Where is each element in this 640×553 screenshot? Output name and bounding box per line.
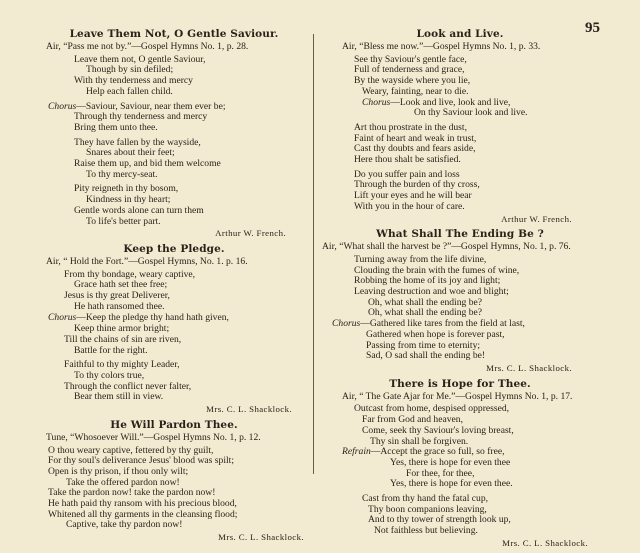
hymn-what-shall-the-ending-be	[322, 228, 598, 373]
verse-line: Through thy tenderness and mercy	[74, 111, 208, 123]
chorus	[40, 102, 308, 134]
stanza	[322, 123, 598, 166]
verse-line: Oh, what shall the ending be?	[368, 296, 483, 308]
hymn-author: Mrs. C. L. Shacklock.	[206, 404, 292, 415]
verse-line: Leave them not, O gentle Saviour,	[74, 53, 206, 65]
verse-line: O thou weary captive, fettered by thy guilt,	[48, 444, 214, 456]
verse-line: Till the chains of sin are riven,	[64, 333, 182, 345]
verse-line: Jesus is thy great Deliverer,	[64, 290, 170, 302]
stanza	[40, 270, 308, 313]
chorus-text: —Accept the grace so full, so free,	[370, 446, 505, 458]
chorus-text: —Look and live, look and live,	[390, 96, 511, 108]
hymn-air: Tune, “Whosoever Will.”—Gospel Hymns No. 1, p. 12.	[46, 431, 261, 443]
verse-line: Pity reigneth in thy bosom,	[74, 183, 179, 195]
hymn-author: Arthur W. French.	[215, 228, 286, 239]
verse-line: And to thy tower of strength look up,	[368, 514, 511, 526]
stanza	[322, 255, 598, 319]
verse-line: Kindness in thy heart;	[86, 194, 171, 206]
verse-line: Open is thy prison, if thou only wilt;	[48, 465, 189, 477]
stanza	[40, 138, 308, 181]
verse-line: Full of tenderness and grace,	[354, 64, 465, 76]
verse-line: Gathered when hope is forever past,	[366, 328, 505, 340]
verse-line: Take the pardon now! take the pardon now!	[48, 487, 216, 499]
verse-line: For thy soul's deliverance Jesus' blood was spilt;	[48, 455, 234, 467]
verse-line: Leaving destruction and woe and blight;	[354, 286, 509, 298]
verse-line: Weary, fainting, near to die.	[362, 85, 469, 97]
verse-line: For thee, for thee,	[406, 467, 475, 479]
verse-line: Lift your eyes and he will bear	[354, 190, 472, 202]
chorus-text: —Gathered like tares from the field at last,	[360, 318, 525, 330]
stanza	[40, 184, 308, 227]
stanza	[40, 446, 308, 532]
chorus-label: Refrain	[342, 446, 371, 458]
stanza	[40, 55, 308, 98]
hymn-keep-the-pledge	[40, 243, 308, 415]
hymn-air: Air, “Bless me now.”—Gospel Hymns No. 1, p. 33.	[342, 41, 541, 52]
verse-line: Captive, take thy pardon now!	[66, 519, 183, 531]
hymn-air: Air, “ Hold the Fort.”—Gospel Hymns, No. 1. p. 16.	[46, 255, 248, 267]
stanza	[322, 404, 598, 447]
verse-line: Battle for the right.	[74, 344, 148, 356]
hymn-title: What Shall The Ending Be ?	[376, 228, 544, 241]
verse-line: From thy bondage, weary captive,	[64, 268, 196, 280]
verse-line: By the wayside where you lie,	[354, 75, 471, 87]
hymn-title: Leave Them Not, O Gentle Saviour.	[69, 28, 279, 40]
hymn-title: There is Hope for Thee.	[389, 377, 531, 390]
verse-line: Come, seek thy Saviour's loving breast,	[362, 424, 514, 436]
verse-line: Raise them up, and bid them welcome	[74, 158, 221, 170]
verse-line: Help each fallen child.	[86, 85, 173, 97]
page-number: 95	[585, 20, 600, 36]
right-column	[322, 28, 598, 553]
hymn-there-is-hope-for-thee	[322, 378, 598, 549]
verse-line: Take the offered pardon now!	[66, 476, 180, 488]
hymn-author: Mrs. C. L. Shacklock.	[218, 532, 304, 543]
verse-line: He hath ransomed thee.	[74, 300, 165, 312]
verse-line: With you in the hour of care.	[354, 200, 465, 212]
verse-line: Do you suffer pain and loss	[354, 168, 460, 180]
verse-line: He hath paid thy ransom with his precious blood,	[48, 498, 237, 510]
stanza	[322, 494, 598, 537]
verse-line: Through the burden of thy cross,	[354, 179, 480, 191]
stanza	[322, 170, 598, 213]
hymn-air: Air, “ The Gate Ajar for Me.”—Gospel Hymns No. 1, p. 17.	[342, 390, 573, 402]
hymn-title: Keep the Pledge.	[123, 242, 225, 255]
verse-line: Oh, what shall the ending be?	[368, 307, 483, 319]
verse-line: To life's better part.	[86, 215, 161, 227]
verse-line: Passing from time to eternity;	[366, 339, 481, 351]
verse-line: Turning away from the life divine,	[354, 253, 487, 265]
chorus-label: Chorus	[362, 96, 391, 108]
verse-line: With thy tenderness and mercy	[74, 75, 193, 87]
verse-line: Thy sin shall be forgiven.	[370, 435, 469, 447]
verse-line: Clouding the brain with the fumes of wine,	[354, 264, 520, 276]
hymn-title: Look and Live.	[416, 28, 504, 40]
verse-line: Grace hath set thee free;	[74, 279, 168, 291]
chorus	[322, 98, 598, 119]
verse-line: Whitened all thy garments in the cleansing flood;	[48, 508, 238, 520]
hymn-look-and-live	[322, 28, 598, 224]
verse-line: Faint of heart and weak in trust,	[354, 132, 477, 144]
stanza	[40, 360, 308, 403]
hymn-air: Air, “Pass me not by.”—Gospel Hymns No. 1, p. 28.	[46, 41, 249, 52]
chorus-text: —Saviour, Saviour, near them ever be;	[76, 100, 226, 112]
verse-line: Yes, there is hope for even thee	[390, 456, 511, 468]
verse-line: See thy Saviour's gentle face,	[354, 53, 467, 65]
verse-line: Faithful to thy mighty Leader,	[64, 359, 180, 371]
verse-line: Robbing the home of its joy and light;	[354, 275, 501, 287]
verse-line: Not faithless but believing.	[374, 525, 478, 537]
verse-line: Bring them unto thee.	[74, 121, 158, 133]
hymn-author: Mrs. C. L. Shacklock.	[502, 537, 588, 548]
chorus-label: Chorus	[48, 312, 77, 324]
verse-line: Gentle words alone can turn them	[74, 204, 204, 216]
verse-line: Though by sin defiled;	[86, 64, 174, 76]
hymn-title: He Will Pardon Thee.	[110, 418, 238, 431]
verse-line: Through the conflict never falter,	[64, 380, 192, 392]
hymn-author: Mrs. C. L. Shacklock.	[486, 362, 572, 373]
hymn-leave-them-not	[40, 28, 308, 239]
verse-line: Here thou shalt be satisfied.	[354, 154, 461, 166]
chorus-label: Chorus	[48, 100, 77, 112]
verse-line: They have fallen by the wayside,	[74, 136, 201, 148]
hymn-he-will-pardon-thee	[40, 419, 308, 543]
verse-line: Snares about their feet;	[86, 147, 175, 159]
verse-line: Bear them still in view.	[74, 391, 164, 403]
verse-line: Art thou prostrate in the dust,	[354, 121, 467, 133]
verse-line: Yes, there is hope for even thee.	[390, 478, 513, 490]
column-divider	[313, 34, 314, 474]
verse-line: Keep thine armor bright;	[74, 323, 170, 335]
chorus-label: Chorus	[332, 318, 361, 330]
hymn-air: Air, “What shall the harvest be ?”—Gospel Hymns, No. 1, p. 76.	[322, 241, 571, 253]
verse-line: Thy boon companions leaving,	[368, 503, 487, 515]
chorus-text: —Keep the pledge thy hand hath given,	[76, 312, 229, 324]
verse-line: Outcast from home, despised oppressed,	[354, 403, 510, 415]
verse-line: To thy colors true,	[74, 369, 145, 381]
stanza	[322, 55, 598, 98]
verse-line: To thy mercy-seat.	[86, 168, 158, 180]
left-column	[40, 28, 308, 547]
chorus	[322, 319, 598, 362]
verse-line: On thy Saviour look and live.	[414, 107, 528, 119]
chorus	[40, 313, 308, 356]
verse-line: Cast from thy hand the fatal cup,	[362, 493, 489, 505]
verse-line: Far from God and heaven,	[362, 414, 463, 426]
chorus	[322, 447, 598, 490]
verse-line: Cast thy doubts and fears aside,	[354, 143, 476, 155]
hymn-author: Arthur W. French.	[501, 213, 572, 224]
verse-line: Sad, O sad shall the ending be!	[366, 350, 486, 362]
